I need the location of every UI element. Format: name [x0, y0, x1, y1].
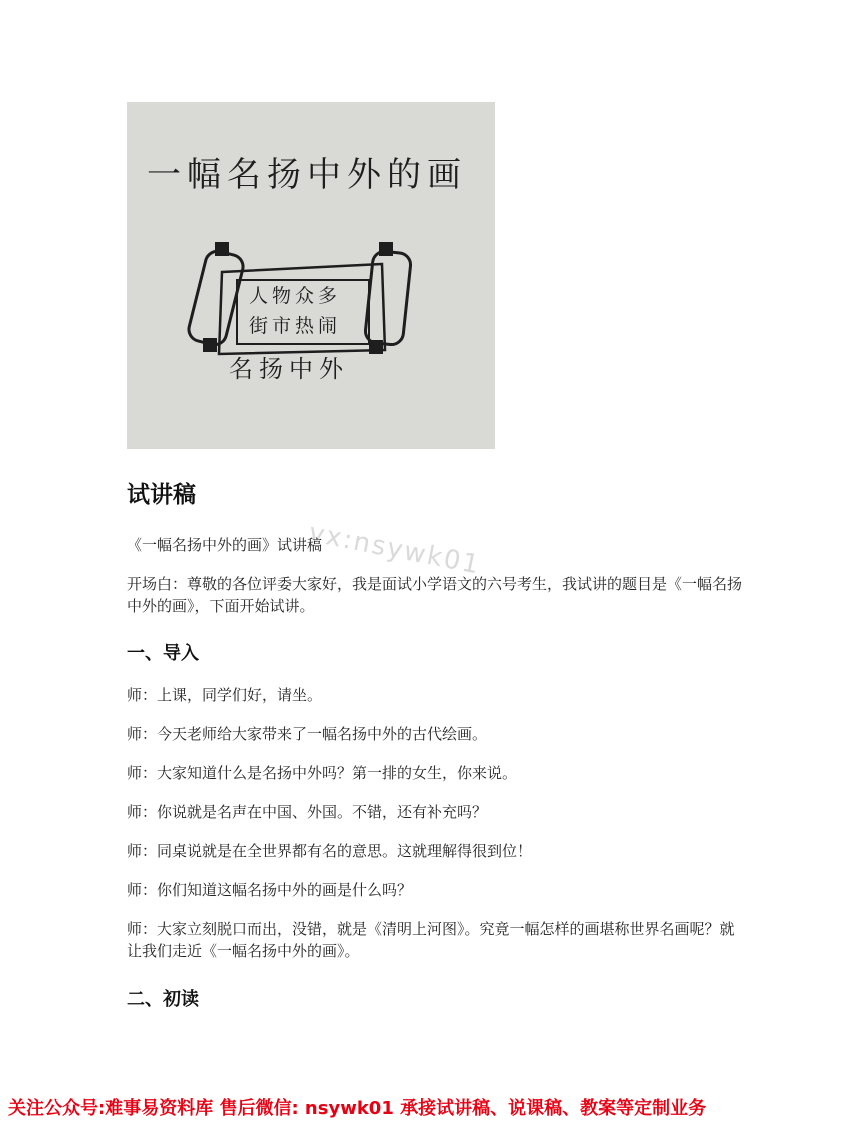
dialogue-line: 师：上课，同学们好，请坐。: [127, 686, 323, 704]
dialogue-line: 师：你说就是名声在中国、外国。不错，还有补充吗？: [127, 803, 488, 821]
section-heading-intro: 一、导入: [127, 643, 199, 664]
scroll-paper: [219, 264, 385, 354]
footer-banner: 关注公众号:难事易资料库 售后微信: nsywk01 承接试讲稿、说课稿、教案等定制业务: [8, 1098, 707, 1119]
handwritten-blackboard-photo: [127, 102, 495, 449]
section-heading-first-reading: 二、初读: [127, 989, 199, 1010]
dialogue-line: 师：今天老师给大家带来了一幅名扬中外的古代绘画。: [127, 725, 488, 743]
dialogue-line: 师：大家立刻脱口而出，没错，就是《清明上河图》。究竟一幅怎样的画堪称世界名画呢？就让我们走近《一幅名扬中外的画》。: [127, 920, 735, 960]
scroll-drawing: [127, 102, 495, 449]
paragraph-opening: 开场白：尊敬的各位评委大家好，我是面试小学语文的六号考生，我试讲的题目是《一幅名扬中外的画》，下面开始试讲。: [127, 575, 743, 615]
scroll-text-line1: 人物众多: [249, 285, 342, 307]
dialogue-line: 师：同桌说就是在全世界都有名的意思。这就理解得很到位！: [127, 842, 533, 860]
dialogue-line: 师：你们知道这幅名扬中外的画是什么吗？: [127, 881, 413, 899]
scroll-text-line2: 街市热闹: [249, 315, 342, 337]
paragraph-title: 《一幅名扬中外的画》试讲稿: [127, 536, 323, 554]
dialogue-line: 师：大家知道什么是名扬中外吗？第一排的女生，你来说。: [127, 764, 518, 782]
photo-caption: 名扬中外: [229, 355, 349, 383]
photo-title: 一幅名扬中外的画: [147, 155, 467, 195]
page-heading: 试讲稿: [127, 482, 196, 508]
watermark: vx:nsywk01: [306, 518, 484, 581]
right-roller: [364, 242, 411, 354]
